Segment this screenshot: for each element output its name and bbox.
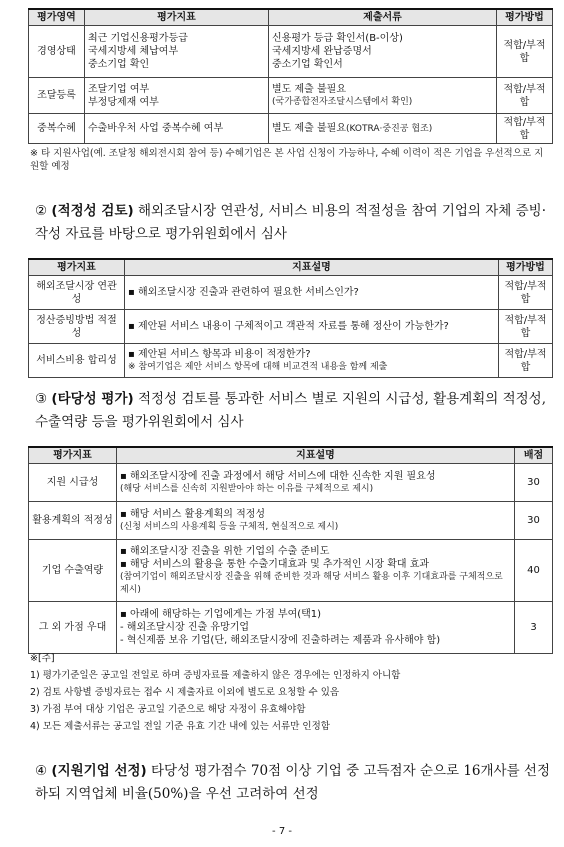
- description-cell: ▪ 해외조달시장 진출과 관련하여 필요한 서비스인가?: [125, 276, 499, 310]
- docs-cell: 별도 제출 불필요 (국가종합전자조달시스템에서 확인): [269, 78, 497, 114]
- table-row: [29, 276, 553, 310]
- area-cell: 중복수혜: [29, 114, 85, 144]
- section-number: ②: [35, 203, 48, 219]
- score-cell: 30: [515, 464, 553, 502]
- indicator-cell: 활용계획의 적정성: [29, 502, 117, 540]
- page-number: - 7 -: [272, 826, 292, 837]
- table-row: [29, 540, 553, 602]
- description-cell: ▪ 제안된 서비스 항목과 비용이 적정한가? ※ 참여기업은 제안 서비스 항목에 대해 비교견적 내용을 함께 제출: [125, 344, 499, 378]
- indicator-cell: 조달기업 여부 부정당제재 여부: [85, 78, 269, 114]
- indicator-cell: 해외조달시장 연관성: [29, 276, 125, 310]
- suitability-table-block: [28, 258, 552, 378]
- description-cell: ▪ 제안된 서비스 내용이 구체적이고 객관적 자료를 통해 정산이 가능한가?: [125, 310, 499, 344]
- indicator-cell: 수출바우처 사업 중복수혜 여부: [85, 114, 269, 144]
- header-method: 평가방법: [497, 9, 553, 26]
- header-description: 지표설명: [125, 259, 499, 276]
- indicator-cell: 지원 시급성: [29, 464, 117, 502]
- section-heading: (지원기업 선정): [51, 763, 147, 779]
- section-text: 적정성 검토를 통과한 서비스 별로 지원의 시급성, 활용계획의 적정성, 수출역량 등을 평가위원회에서 심사: [35, 391, 547, 430]
- table-row: [29, 26, 553, 78]
- score-cell: 3: [515, 602, 553, 654]
- table-row: [29, 114, 553, 144]
- header-score: 배점: [515, 447, 553, 464]
- method-cell: 적합/부적합: [499, 344, 553, 378]
- header-indicator: 평가지표: [29, 259, 125, 276]
- section-heading: (적정성 검토): [51, 203, 134, 219]
- area-cell: 경영상태: [29, 26, 85, 78]
- suitability-table: [28, 258, 553, 378]
- area-cell: 조달등록: [29, 78, 85, 114]
- validity-table: [28, 446, 553, 654]
- description-cell: ▪ 해외조달시장 진출을 위한 기업의 수출 준비도 ▪ 해당 서비스의 활용을 통한 수출기대효과 및 추가적인 시장 확대 효과 (참여기업이 해외조달시장 진출을 위해 준비한 것과 해당 서비스 활용 이후 기대효과를 구체적으로 제시): [117, 540, 515, 602]
- header-docs: 제출서류: [269, 9, 497, 26]
- table-note: ※ 타 지원사업(예. 조달청 해외전시회 참여 등) 수혜기업은 본 사업 신청이 가능하나, 수혜 이력이 적은 기업을 우선적으로 지원할 예정: [30, 148, 544, 172]
- table-row: [29, 310, 553, 344]
- description-cell: ▪ 해외조달시장에 진출 과정에서 해당 서비스에 대한 신속한 지원 필요성 (해당 서비스를 신속히 지원받아야 하는 이유를 구체적으로 제시): [117, 464, 515, 502]
- section-text: 타당성 평가점수 70점 이상 기업 중 고득점자 순으로 16개사를 선정하되 지역업체 비율(50%)을 우선 고려하여 선정: [35, 763, 550, 802]
- footnote-item: 2) 검토 사항별 증빙자료는 접수 시 제출자료 이외에 별도로 요청할 수 있음: [30, 687, 340, 698]
- table-row: [29, 464, 553, 502]
- indicator-cell: 그 외 가점 우대: [29, 602, 117, 654]
- score-cell: 30: [515, 502, 553, 540]
- method-cell: 적합/부적합: [497, 78, 553, 114]
- method-cell: 적합/부적합: [499, 310, 553, 344]
- description-cell: ▪ 아래에 해당하는 기업에게는 가점 부여(택1) - 해외조달시장 진출 유망기업 - 혁신제품 보유 기업(단, 해외조달시장에 진출하려는 제품과 유사해야 함): [117, 602, 515, 654]
- header-method: 평가방법: [499, 259, 553, 276]
- table-row: [29, 502, 553, 540]
- method-cell: 적합/부적합: [497, 114, 553, 144]
- section-number: ③: [35, 391, 48, 407]
- footnote-item: 1) 평가기준일은 공고일 전일로 하며 증빙자료를 제출하지 않은 경우에는 인정하지 아니함: [30, 670, 401, 681]
- indicator-cell: 서비스비용 합리성: [29, 344, 125, 378]
- table-row: [29, 344, 553, 378]
- footnote-title: ※[주]: [30, 653, 55, 664]
- indicator-cell: 정산증빙방법 적절성: [29, 310, 125, 344]
- method-cell: 적합/부적합: [497, 26, 553, 78]
- header-indicator: 평가지표: [85, 9, 269, 26]
- method-cell: 적합/부적합: [499, 276, 553, 310]
- header-indicator: 평가지표: [29, 447, 117, 464]
- section-heading: (타당성 평가): [51, 391, 134, 407]
- section-3-paragraph: [35, 388, 555, 434]
- section-text: 해외조달시장 연관성, 서비스 비용의 적절성을 참여 기업의 자체 증빙·작성 자료를 바탕으로 평가위원회에서 심사: [35, 203, 547, 242]
- docs-cell: 신용평가 등급 확인서(B-이상) 국세지방세 완납증명서 중소기업 확인서: [269, 26, 497, 78]
- header-area: 평가영역: [29, 9, 85, 26]
- header-description: 지표설명: [117, 447, 515, 464]
- indicator-cell: 최근 기업신용평가등급 국세지방세 체납여부 중소기업 확인: [85, 26, 269, 78]
- section-number: ④: [35, 763, 48, 779]
- docs-cell: 별도 제출 불필요(KOTRA·중진공 협조): [269, 114, 497, 144]
- table-row: [29, 78, 553, 114]
- footnote-item: 4) 모든 제출서류는 공고일 전일 기준 유효 기간 내에 있는 서류만 인정함: [30, 721, 330, 732]
- validity-table-block: [28, 446, 552, 654]
- eligibility-table-block: [28, 8, 552, 173]
- description-cell: ▪ 해당 서비스 활용계획의 적정성 (신청 서비스의 사용계획 등을 구체적, 현실적으로 제시): [117, 502, 515, 540]
- footnote-item: 3) 가점 부여 대상 기업은 공고일 기준으로 해당 자정이 유효해야함: [30, 704, 306, 715]
- score-cell: 40: [515, 540, 553, 602]
- section-4-paragraph: [35, 760, 555, 806]
- indicator-cell: 기업 수출역량: [29, 540, 117, 602]
- section-2-paragraph: [35, 200, 555, 246]
- table-row: [29, 602, 553, 654]
- eligibility-table: [28, 8, 553, 144]
- footnotes: [30, 650, 550, 735]
